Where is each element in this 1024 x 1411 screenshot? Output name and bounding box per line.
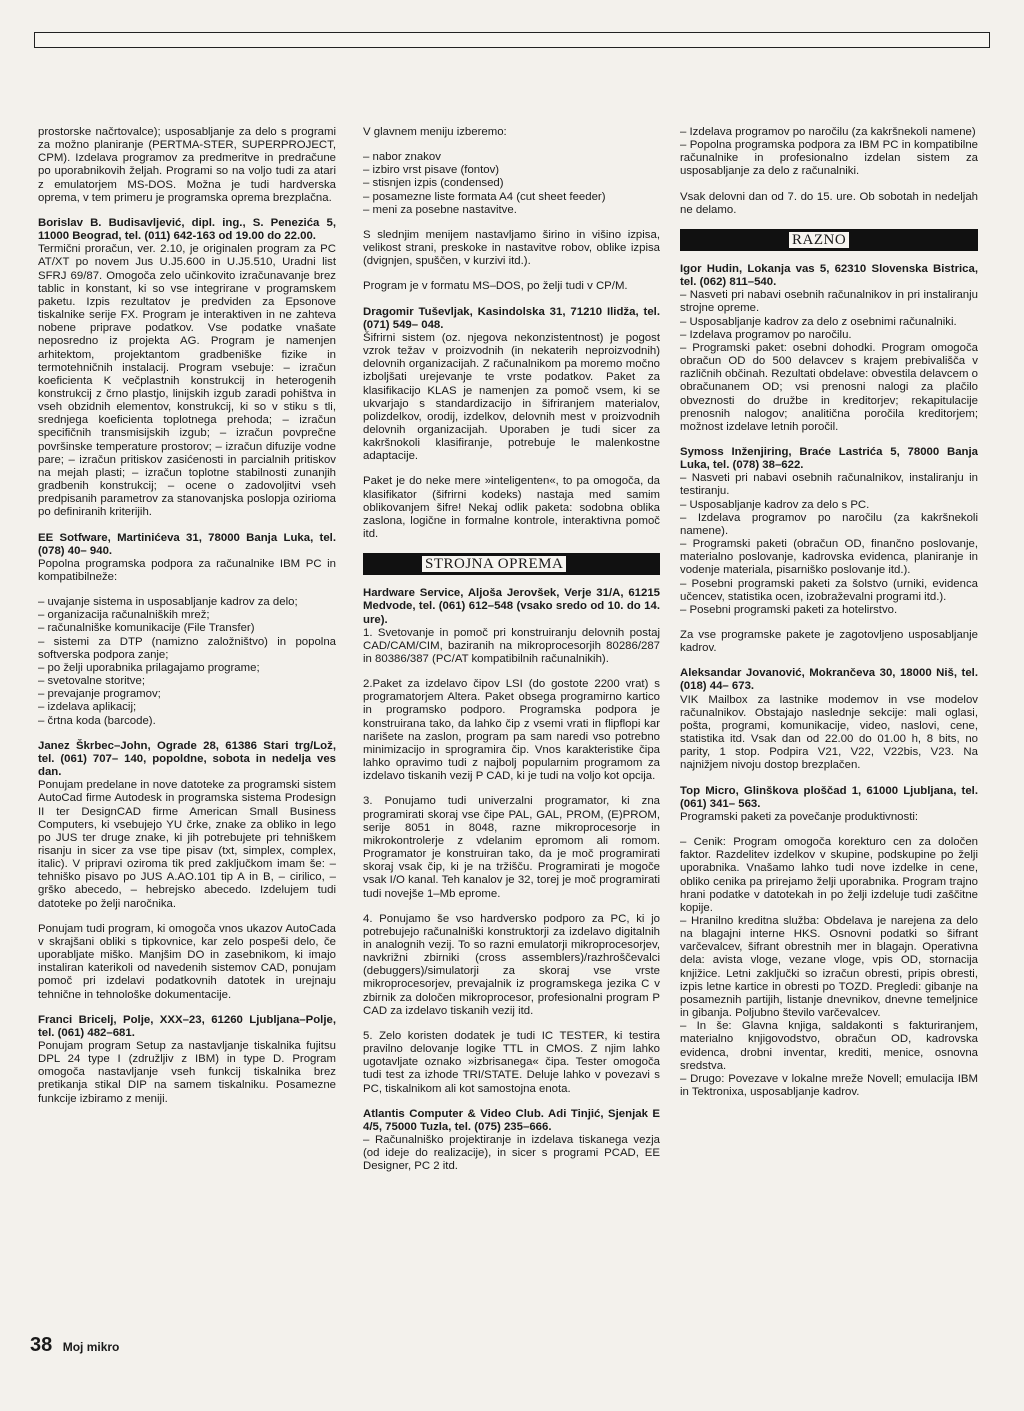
list-item: – Popolna programska podpora za IBM PC in kompatibilne računalnike in profesionalno izdelan sistem za usposabljanje za delo z računalniki.	[680, 139, 978, 178]
list-item: – Usposabljanje kadrov za delo s PC.	[680, 498, 870, 511]
entry-body: Popolna programska podpora za računalnike IBM PC in kompatibilneže:	[38, 557, 336, 583]
paragraph: Vsak delovni dan od 7. do 15. ure. Ob sobotah in nedeljah ne delamo.	[680, 190, 978, 216]
page-number: 38	[30, 1334, 53, 1356]
list-item: – Posebni programski paketi za šolstvo (urniki, evidenca učencev, statistika ocen, izobraževalni programi itd.).	[680, 577, 978, 603]
list-item: – Nasveti pri nabavi osebnih računalnikov in pri instaliranju strojne opreme.	[680, 289, 978, 315]
section-title: STROJNA OPREMA	[421, 555, 567, 573]
list-item: – Programski paket: osebni dohodki. Program omogoča obračun OD do 500 delavcev s krajem prebivališča v različnih občinah. Rezultati obdelave: obvestila delavcem o obračunanem OD; vsi prenosni nalogi za plačilo obveznosti do družbe in kreditorjev; rekapitulacije prenosnih nalogov; analitična poročila kreditorjem; možnost izdelave letnih poročil.	[680, 341, 978, 433]
section-banner	[680, 229, 978, 251]
list-item: – nabor znakov	[363, 151, 441, 164]
list-block	[680, 126, 978, 179]
entry-heading: EE Sotfware, Martinićeva 31, 78000 Banja Luka, tel. (078) 40– 940.	[38, 531, 336, 557]
list-item: – stisnjen izpis (condensed)	[363, 177, 504, 190]
entry	[363, 306, 660, 464]
list-item: – Programski paketi (obračun OD, finančno poslovanje, materialno poslovanje, kadrovska evidenca, planiranje in vodenje materiala, pisarniško poslovanje itd.).	[680, 538, 978, 577]
list-item: – organizacija računalniških mrež;	[38, 609, 210, 622]
list-item: – In še: Glavna knjiga, saldakonti s fakturiranjem, materialno knjigovodstvo, obračun OD, kadrovska evidenca, drobni inventar, krediti, menice, osnovna sredstva.	[680, 1020, 978, 1072]
list-item: – črtna koda (barcode).	[38, 714, 156, 727]
entry-heading: Borislav B. Budisavljević, dipl. ing., S. Penezića 5, 11000 Beograd, tel. (011) 642-163 od 19.00 do 22.00.	[38, 216, 336, 243]
paragraph: 5. Zelo koristen dodatek je tudi IC TESTER, ki testira pravilno delovanje logike TTL in CMOS. Z njim lahko ugotavljate oznako »izbrisanega« čipa. Tester omogoča tudi test za izhode TRI/STATE. Deluje lahko v povezavi s PC, tiskalnikom ali kot samostojna enota.	[363, 1029, 660, 1095]
entry-heading: Igor Hudin, Lokanja vas 5, 62310 Slovenska Bistrica, tel. (062) 811–540.	[680, 262, 978, 289]
list-item: – računalniške komunikacije (File Transfer)	[38, 622, 255, 635]
entry	[363, 587, 660, 666]
entry-body: Šifrirni sistem (oz. njegova nekonzistentnost) je pogost vzrok težav v proizvodnih (in nekaterih neproizvodnih) delovnih organizacijah. Z računalnikom pa moremo močno izboljšati urejevanje te vrste podatkov. Paket za klasifikacijo KLAS je namenjen za pomoč vsem, ki se ukvarjajo s standardizacijo in šifriranjem materialov, polizdelkov, orodij, izdelkov, delovnih mest v proizvodnih delovnih organizacijah. Uporaben je tudi sicer za kakršnokoli klasifiranje, potrebuje le malenkostne adaptacije.	[363, 331, 660, 463]
list-item: – Usposabljanje kadrov za delo z osebnimi računalniki.	[680, 315, 957, 328]
list-item: – Cenik: Program omogoča korekturo cen za določen faktor. Razdelitev izdelkov v skupine, podskupine po želji uporabnika. Vnašamo lahko tudi nove izdelke in cene, obliko cenika pa prirejamo želji uporabnika. Program trajno hrani podatke v datotekah in po želji izdeluje tudi zaščitne kopije.	[680, 836, 978, 914]
entry-heading: Aleksandar Jovanović, Mokrančeva 30, 18000 Niš, tel. (018) 44– 673.	[680, 667, 978, 693]
magazine-name: Moj mikro	[62, 1340, 120, 1354]
entry	[38, 740, 336, 911]
section-title: RAZNO	[788, 231, 850, 249]
entry-heading: Dragomir Tuševljak, Kasindolska 31, 71210 Ilidža, tel. (071) 549– 048.	[363, 305, 660, 331]
list-item: – sistemi za DTP (namizno založništvo) in popolna softverska podpora zanje;	[38, 635, 336, 661]
entry-heading: Janez Škrbec–John, Ograde 28, 61386 Stari trg/Lož, tel. (061) 707– 140, popoldne, sobota in nedelja ves dan.	[38, 739, 336, 779]
paragraph: prostorske načrtovalce); usposabljanje za delo s programi za možno planiranje (PERTMA-STER, SUPERPROJECT, CPM). Izdelava programov za predmeritve in predračune po uporabnikovih željah. Programi so na voljo tudi za atari z emulatorjem MS-DOS. Možna je tudi hardverska oprema, v tem primeru je programska oprema brezplačna.	[38, 126, 336, 204]
list-item: – Nasveti pri nabavi osebnih računalnikov, instaliranju in testiranju.	[680, 472, 978, 498]
list-item: – Izdelava programov po naročilu (za kakršnekoli namene)	[680, 126, 976, 138]
entry	[38, 532, 336, 585]
entry	[38, 217, 336, 520]
paragraph: Za vse programske pakete je zagotovljeno usposabljanje kadrov.	[680, 629, 978, 655]
list-block	[363, 151, 660, 217]
entry-heading: Symoss Inženjiring, Braće Lastrića 5, 78000 Banja Luka, tel. (078) 38–622.	[680, 445, 978, 472]
list-item: – Izdelava programov po naročilu (za kakršnekoli namene).	[680, 511, 978, 537]
entry-body: Ponujam program Setup za nastavljanje tiskalnika fujitsu DPL 24 type I (združljiv z IBM) in type D. Program omogoča nastavljanje vseh funkcij tiskalnika brez pretikanja stikal DIP na samem tiskalniku. Posamezne funkcije izbiramo z meniji.	[38, 1040, 336, 1105]
entry-heading: Hardware Service, Aljoša Jerovšek, Verje 31/A, 61215 Medvode, tel. (061) 612–548 (vsako sredo od 10. do 14. ure).	[363, 587, 660, 626]
list-item: – prevajanje programov;	[38, 688, 161, 701]
list-item: – meni za posebne nastavitve.	[363, 203, 517, 216]
paragraph: Program je v formatu MS–DOS, po želji tudi v CP/M.	[363, 280, 628, 293]
list-item: – Hranilno kreditna služba: Obdelava je narejena za delo na blagajni interne HKS. Osnovni podatki so šifrant varčevalcev, šifrant obrestnih mer in blagajn. Operativna dela: avista vloge, vezane vloge, vpis OD, stornacija knjižice. Letni zaključki so izračun obresti, pripis obresti, izpis letne kartice in obresti po TOZD. Pregledi: gibanje na posameznih partijih, listanje dnevnikov, dnevne temeljnice in gibanja. Poljubno število varčevalcev.	[680, 914, 978, 1020]
entry-body: Termični proračun, ver. 2.10, je originalen program za PC AT/XT po novem Jus U.J5.600 in U.J5.510, Uradni list SFRJ 69/87. Omogoča zelo učinkovito izračunavanje brez tablic in konstant, ki so vse integrirane v programskem paketu. Izpis rezultatov je predviden za Epsonove tiskalnike serije FX. Program je interaktiven in ne zahteva nobene priprave podatkov. Vse podatke vnašate neposredno iz projekta AG. Program je namenjen arhitektom, projektantom gradbeniške fizike in termotehničnih instalacij. Program vsebuje: – izračun koeficienta K večplastnih konstrukcij in heterogenih konstrukcij z črno plastjo, linijskih izgub zaradi pohištva in vseh obzidnih elementov, konstrukcij, ki so v stiku s tli, srednjega koeficienta toplotnega prehoda; – izračun specifičnih transmisijskih izgub; – izračun povprečne površinske temperature prostorov; – izračun difuzije vodne pare; – izračun pritiskov zasićenosti in parcialnih pritiskov na mejah plasti; – izračun toplotne stabilnosti zunanjih gradbenih konstrukcij; – ocene o zadovoljitvi vseh predpisanih parametrov za stanovanjska poslopja ozirioma po definiranih kriterijih.	[38, 243, 336, 519]
column-1	[38, 126, 336, 1118]
page-footer	[30, 1334, 119, 1357]
paragraph: V glavnem meniju izberemo:	[363, 126, 507, 138]
entry	[680, 667, 978, 772]
entry-heading: Franci Bricelj, Polje, XXX–23, 61260 Ljubljana–Polje, tel. (061) 482–681.	[38, 1013, 336, 1039]
list-item: – Računalniško projektiranje in izdelava tiskanega vezja (od ideje do realizacije), in sicer s programi PCAD, EE Designer, PC 2 itd.	[363, 1134, 660, 1173]
section-banner	[363, 553, 660, 575]
list-item: – izdelava aplikacij;	[38, 701, 137, 714]
list-block	[680, 836, 978, 1099]
entry	[680, 263, 978, 434]
list-item: – svetovalne storitve;	[38, 675, 145, 688]
entry	[680, 785, 978, 824]
entry-body: VIK Mailbox za lastnike modemov in vse modelov računalnikov. Obstajajo naslednje sekcije: mali oglasi, pošta, programi, komunikacije, video, naslovi, cene, statistika itd. Vsak dan od 22.00 do 01.00 h, 8 bits, no parity, 1 stop. Podpira V21, V22, V22bis, V23. Na najnižjem nivoju dostop brezplačen.	[680, 693, 978, 772]
list-block	[38, 596, 336, 728]
paragraph: 4. Ponujamo še vso hardversko podporo za PC, ki jo potrebujejo računalniški konstruktorji za izdelavo digitalnih in analognih vezij. To so razni emulatorji mikroprocesorjev, navkrižni zbirniki (cross assemblers)/razhroščevalci (debuggers)/simulatorji za skoraj vse vrste mikroprocesorjev, prevajalnik iz programskega jezika C v zbirnik za določen mikroprocesor, profesionalni program P CAD za izdelavo tiskanih vezij itd.	[363, 912, 660, 1017]
paragraph: 2.Paket za izdelavo čipov LSI (do gostote 2200 vrat) s programatorjem Altera. Paket obsega programirno kartico in programsko podporo. Programska podpora je konstruirana tako, da lahko čip z vsemi vrati in flipflopi kar narišete na zaslon, program pa sam naredi vso potrebno minimizacijo in sprogramira čip. Vnos karakteristike čipa lahko opravimo tudi z najbolj popularnim programom za izdelavo tiskanih vezij P CAD, ki je tudi na voljo kot opcija.	[363, 678, 660, 783]
list-item: – po želji uporabnika prilagajamo programe;	[38, 661, 260, 674]
entry-body: Ponujam predelane in nove datoteke za programski sistem AutoCad firme Autodesk in programska sistema Prodesign II ter DesignCAD firme American Small Business Computers, ki vsebujejo YU črke, znake za obliko in lego po JUS ter druge znake, ki jih potrebujete pri tehniškem risanju in sicer za vse tipe pisav (txt, simplex, complex, italic). V pripravi oziroma tik pred zaključkom imam še: – tehniško pisavo po JUS A.AO.101 tip A in B, – cirilico, – grško abecedo, – hebrejsko abecedo. Izdelujem tudi datoteke po želji naročnika.	[38, 779, 336, 910]
column-2	[363, 126, 660, 1185]
paragraph: S slednjim menijem nastavljamo širino in višino izpisa, velikost strani, preskoke in nastavitve robov, oblike izpisa (dvignjen, spuščen, v kurzivi itd.).	[363, 228, 660, 268]
entry-body: Programski paketi za povečanje produktivnosti:	[680, 810, 919, 823]
list-item: – Drugo: Povezave v lokalne mreže Novell; emulacija IBM in Tektronixa, usposabljanje kadrov.	[680, 1072, 978, 1098]
column-3	[680, 126, 978, 1111]
list-item: – izbiro vrst pisave (fontov)	[363, 164, 500, 177]
entry-body: 1. Svetovanje in pomoč pri konstruiranju delovnih postaj CAD/CAM/CIM, baziranih na mikroprocesorjih 80286/287 in 80386/387 (PC/AT kompatibilnih računalnikih).	[363, 626, 660, 665]
entry	[363, 1108, 660, 1174]
list-item: – Izdelava programov po naročilu.	[680, 328, 852, 341]
entry	[38, 1014, 336, 1106]
paragraph: Ponujam tudi program, ki omogoča vnos ukazov AutoCada v skrajšani obliki s tipkovnice, kar zelo pospeši delo, če uporabljate miško. Manjšim DO in zasebnikom, ki imajo instaliran katerikoli od navedenih sistemov CAD, ponujam pomoč pri izdelavi podatkovnih datotek in urejnaju tehnične in tehnološke dokumentacije.	[38, 922, 336, 1001]
list-item: – posamezne liste formata A4 (cut sheet feeder)	[363, 190, 606, 203]
header-frame	[34, 32, 990, 48]
paragraph: 3. Ponujamo tudi univerzalni programator, ki zna programirati skoraj vse čipe PAL, GAL, PROM, (E)PROM, serije 8051 in 8048, razne mikroprocesorje in mikrokontrolerje z vdelanim epromom ali romom. Programator je konstruiran tako, da je moč programirati skoraj vsak čip, ki je na tržišču. Programirati je mogoče vsak I/O kanal. Teh kanalov je 32, torej je moč programirati tudi novejše 1–Mb epromе.	[363, 795, 660, 900]
entry-heading: Atlantis Computer & Video Club. Adi Tinjić, Sjenjak E 4/5, 75000 Tuzla, tel. (075) 235–666.	[363, 1107, 660, 1133]
paragraph: Paket je do neke mere »inteligenten«, to pa omogoča, da klasifikator (šifrirni kodeks) nastaja med samim oblikovanjem šifre! Nekaj odlik paketa: sodobna oblika zaslona, logične in formalne kontrole, interaktivna pomoč itd.	[363, 475, 660, 541]
entry	[680, 446, 978, 617]
list-item: – uvajanje sistema in usposabljanje kadrov za delo;	[38, 596, 298, 609]
list-item: – Posebni programski paketi za hotelirstvo.	[680, 603, 898, 616]
entry-heading: Top Micro, Glinškova ploščad 1, 61000 Ljubljana, tel. (061) 341– 563.	[680, 784, 978, 810]
